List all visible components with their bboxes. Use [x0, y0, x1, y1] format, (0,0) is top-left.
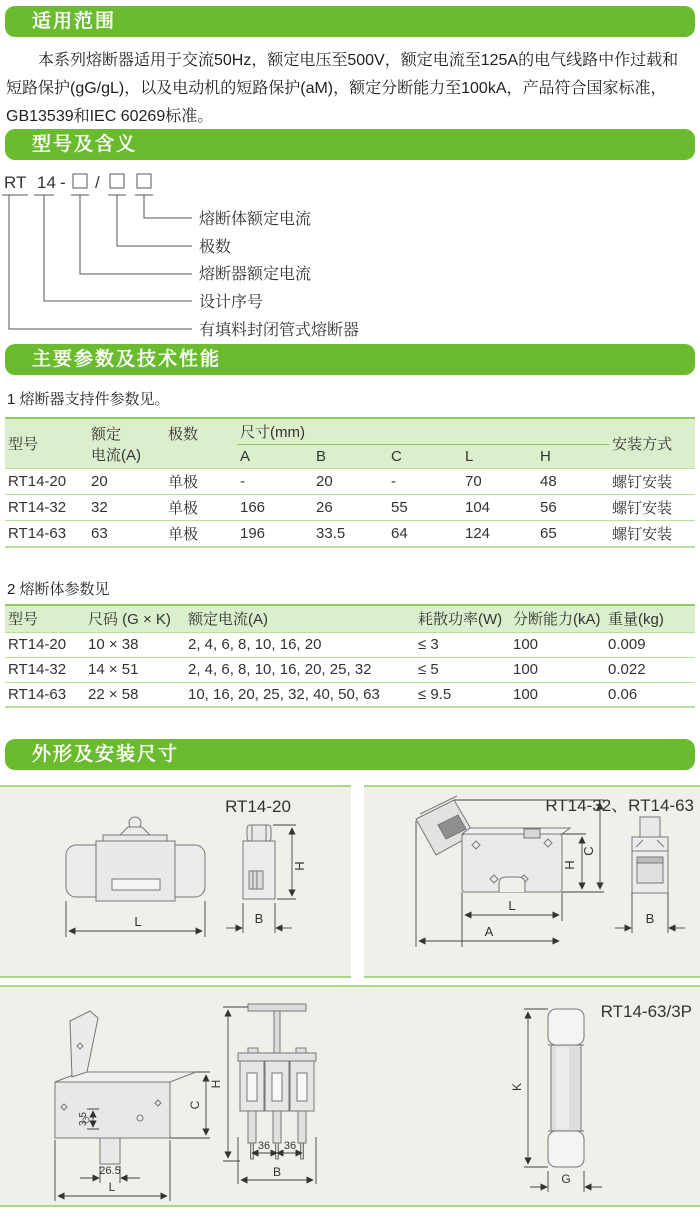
model-code-box-1	[73, 174, 87, 188]
cell-mount: 螺钉安装	[612, 500, 673, 517]
cell-model: RT14-63	[8, 525, 67, 542]
cell-rated: 63	[91, 525, 108, 542]
cell-current: 2, 4, 6, 8, 10, 16, 20	[188, 636, 322, 653]
cell-l: 104	[465, 499, 491, 516]
section-title: 外形及安装尺寸	[32, 744, 180, 765]
col-poles: 极数	[168, 426, 199, 443]
col-model: 型号	[8, 611, 39, 629]
dim-label-36-b: 36	[283, 1140, 297, 1152]
table-row	[5, 521, 695, 548]
cell-h: 48	[540, 473, 557, 490]
model-code-slash: /	[95, 173, 100, 192]
section-title: 型号及含义	[32, 134, 138, 155]
model-code-box-3	[137, 174, 151, 188]
cell-h: 65	[540, 525, 557, 542]
drawing-rt14-32-63	[364, 787, 700, 976]
col-current: 额定电流(A)	[188, 611, 268, 629]
dim-label-26.5: 26.5	[99, 1165, 121, 1177]
table-row	[5, 469, 695, 495]
col-weight: 重量(kg)	[608, 611, 664, 629]
cell-a: 196	[240, 525, 266, 542]
cell-b: 26	[316, 499, 333, 516]
cell-weight: 0.06	[608, 685, 638, 703]
dim-label-C: C	[188, 1100, 202, 1110]
cell-l: 124	[465, 525, 491, 542]
base-front-view-drawing	[238, 1004, 316, 1159]
drawing-panel-rt14-63-3p	[0, 985, 700, 1207]
dim-label-A: A	[484, 924, 494, 939]
cell-rated: 20	[91, 473, 108, 490]
col-model: 型号	[8, 436, 39, 453]
col-rated-line2: 电流(A)	[91, 446, 141, 464]
drawing-rt14-63-3p	[0, 987, 700, 1205]
cell-poles: 单极	[168, 500, 199, 517]
cell-current: 2, 4, 6, 8, 10, 16, 20, 25, 32	[188, 661, 372, 678]
dim-label-C: C	[581, 846, 596, 856]
drawing-rt14-20	[0, 787, 351, 976]
col-dim-h: H	[540, 448, 551, 465]
cell-c: 55	[391, 499, 408, 516]
cell-weight: 0.009	[608, 636, 646, 653]
cell-weight: 0.022	[608, 661, 646, 678]
dim-label-H: H	[292, 861, 307, 871]
cell-h: 56	[540, 499, 557, 516]
section-header-outline	[5, 739, 695, 770]
dim-label-G: G	[561, 1172, 571, 1186]
model-code-box-2	[110, 174, 124, 188]
side-view-drawing	[632, 817, 668, 893]
col-dim-c: C	[391, 448, 402, 465]
cell-mount: 螺钉安装	[612, 474, 673, 491]
table-row	[5, 657, 695, 682]
table-row	[5, 495, 695, 521]
section-header-model	[5, 129, 695, 160]
col-breaking: 分断能力(kA)	[513, 611, 601, 629]
col-dimensions-group: 尺寸(mm)	[237, 418, 609, 445]
cell-power: ≤ 9.5	[418, 685, 452, 703]
dim-label-H: H	[209, 1079, 223, 1089]
cell-b: 20	[316, 473, 333, 490]
fuse-holder-table	[5, 417, 695, 548]
base-side-view-drawing	[55, 1011, 196, 1164]
dim-label-L: L	[134, 914, 142, 929]
model-label-poles: 极数	[199, 239, 232, 256]
dim-label-B: B	[254, 911, 264, 926]
cell-model: RT14-20	[8, 473, 67, 490]
model-structure-diagram	[0, 167, 700, 343]
cell-b: 33.5	[316, 525, 346, 542]
table-row	[5, 632, 695, 657]
section-title: 适用范围	[32, 11, 117, 32]
model-label-holder-current: 熔断器额定电流	[199, 266, 312, 283]
panel-title: RT14-63/3P	[600, 1002, 692, 1021]
section-header-scope	[5, 6, 695, 37]
panel-title: RT14-20	[225, 797, 291, 816]
model-labels	[199, 210, 359, 339]
drawing-panel-rt14-32-63	[364, 785, 700, 978]
col-dim-a: A	[240, 448, 251, 465]
model-code-series: RT	[4, 173, 27, 192]
cell-model: RT14-32	[8, 661, 67, 678]
drawing-panel-rt14-20	[0, 785, 351, 978]
dim-label-B: B	[272, 1165, 282, 1179]
model-code-design: 14	[37, 173, 56, 192]
table1-note: 1 熔断器支持件参数见。	[7, 391, 170, 408]
cell-power: ≤ 5	[418, 661, 439, 678]
dim-label-H: H	[562, 860, 577, 870]
col-dim-l: L	[465, 448, 474, 465]
dim-label-3.5: 3.5	[78, 1112, 89, 1126]
table-row	[5, 682, 695, 707]
table2-note: 2 熔断体参数见	[7, 581, 110, 598]
cell-model: RT14-63	[8, 685, 67, 703]
section-header-params	[5, 344, 695, 375]
col-rated-current	[88, 418, 165, 469]
col-rated-line1: 额定	[91, 425, 122, 443]
cell-current: 10, 16, 20, 25, 32, 40, 50, 63	[188, 685, 380, 703]
front-view-drawing	[66, 817, 205, 901]
cell-power: ≤ 3	[418, 636, 439, 653]
cell-breaking: 100	[513, 636, 539, 653]
cell-size: 22 × 58	[88, 685, 139, 703]
dim-label-36-a: 36	[257, 1140, 271, 1152]
dim-label-L: L	[508, 898, 516, 913]
cell-size: 14 × 51	[88, 661, 139, 678]
table1-header-row-1	[5, 418, 695, 445]
col-mount: 安装方式	[612, 436, 673, 453]
cell-a: 166	[240, 499, 266, 516]
cell-rated: 32	[91, 499, 108, 516]
cell-a: -	[240, 473, 245, 490]
panel-title: RT14-32、RT14-63	[545, 796, 694, 815]
cell-poles: 单极	[168, 474, 199, 491]
cell-poles: 单极	[168, 526, 199, 543]
model-code	[4, 173, 151, 192]
cell-breaking: 100	[513, 661, 539, 678]
cell-model: RT14-20	[8, 636, 67, 653]
dim-label-L: L	[108, 1180, 116, 1194]
model-label-design-serial: 设计序号	[199, 294, 264, 311]
cell-l: 70	[465, 473, 482, 490]
col-dim-b: B	[316, 448, 327, 465]
fuse-link-drawing	[548, 1009, 584, 1167]
dim-label-B: B	[645, 911, 655, 926]
cell-c: -	[391, 473, 396, 490]
section-title: 主要参数及技术性能	[32, 349, 222, 370]
dim-label-K: K	[510, 1082, 524, 1092]
col-power: 耗散功率(W)	[418, 611, 503, 629]
model-label-fuse-link-current: 熔断体额定电流	[199, 211, 312, 228]
model-label-series-meaning: 有填料封闭管式熔断器	[199, 322, 360, 339]
col-size: 尺码 (G × K)	[88, 611, 171, 629]
fuse-link-table	[5, 604, 695, 708]
scope-paragraph: 本系列熔断器适用于交流50Hz，额定电压至500V，额定电流至125A的电气线路中作过载和短路保护(gG/gL)，以及电动机的短路保护(aM)，额定分断能力至100kA，产品符合国家标准，GB13539和IEC 60269标准。	[6, 52, 679, 125]
cell-model: RT14-32	[8, 499, 67, 516]
model-code-dash: -	[60, 173, 66, 192]
side-view-drawing	[243, 825, 275, 899]
cell-mount: 螺钉安装	[612, 526, 673, 543]
cell-size: 10 × 38	[88, 636, 139, 653]
table2-header-row	[5, 605, 695, 632]
cell-c: 64	[391, 525, 408, 542]
model-connector-lines	[2, 195, 192, 329]
cell-breaking: 100	[513, 685, 539, 703]
